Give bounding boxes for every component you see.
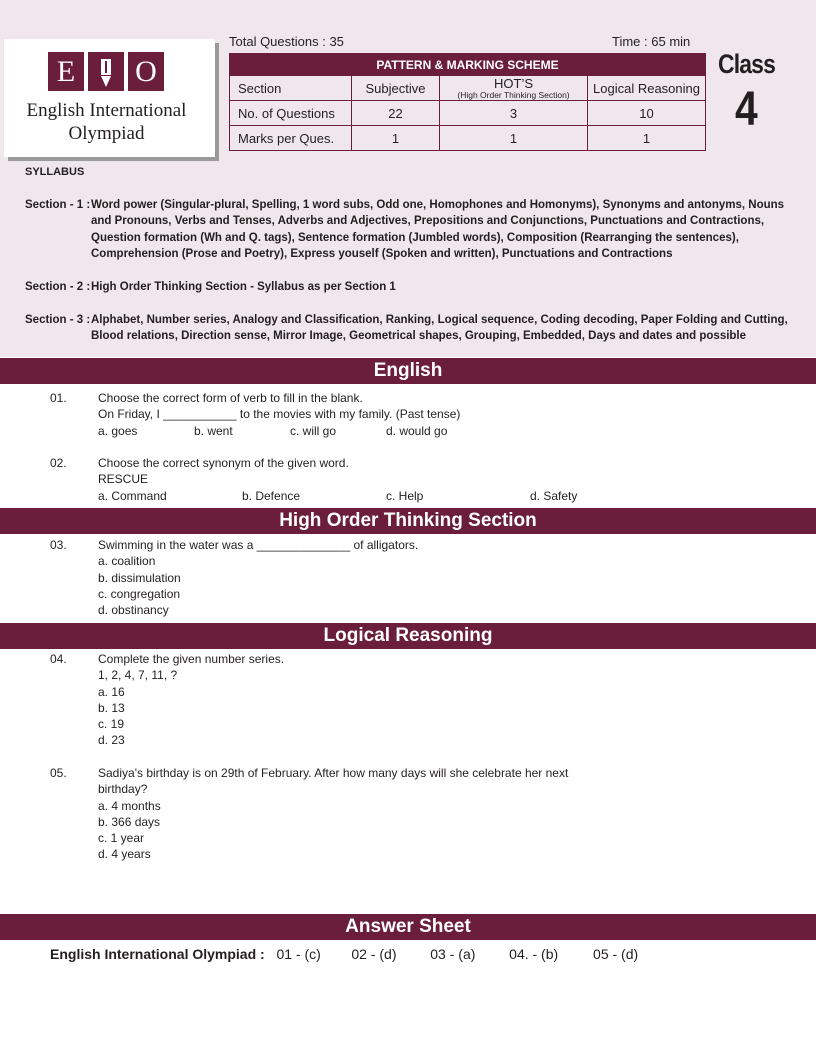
question-02 [0,455,816,507]
logo-letter-o: O [128,52,164,91]
answer-item: 04. - (b) [509,946,559,962]
question-number: 04. [50,652,67,666]
option: b. 13 [98,700,125,715]
syllabus-section-label: Section - 3 : [25,314,91,326]
option: a. Command [98,488,167,503]
answer-item: 03 - (a) [430,946,476,962]
header-hots-label: HOT’S [494,75,533,91]
question-text: 1, 2, 4, 7, 11, ? [98,668,178,683]
option: c. Help [386,488,424,503]
option: a. coalition [98,554,156,569]
eio-logo [4,39,215,157]
question-number: 03. [50,538,67,552]
question-number: 02. [50,456,67,470]
option: c. will go [290,423,337,438]
question-text: birthday? [98,782,148,797]
option: a. 16 [98,684,125,699]
answer-lead: English International Olympiad : [50,946,265,962]
question-01 [0,390,816,442]
syllabus-title: SYLLABUS [25,166,85,178]
answer-line [50,946,638,962]
class-number: 4 [735,83,758,136]
question-text: Complete the given number series. [98,652,285,666]
question-text: Sadiya's birthday is on 29th of February. After how many days will she celebrate her next [98,766,569,780]
table-caption: PATTERN & MARKING SCHEME [230,54,706,76]
option: c. 19 [98,717,125,732]
syllabus-section-text: High Order Thinking Section - Syllabus as per Section 1 [91,281,396,293]
logo-name [4,99,209,145]
syllabus-section-label: Section - 1 : [25,199,91,211]
option: b. dissimulation [98,570,181,585]
class-label: Class [718,49,776,79]
question-05 [0,765,816,865]
syllabus-section-label: Section - 2 : [25,281,91,293]
header-section: Section [230,76,352,101]
header-subjective: Subjective [352,76,440,101]
table-row [230,101,706,126]
option: d. 4 years [98,847,151,862]
header-hots-sub: (High Order Thinking Section) [457,89,570,100]
table-cell: 1 [440,126,588,151]
syllabus-section-2 [25,279,795,295]
question-text: Choose the correct synonym of the given word. [98,456,349,470]
option: d. obstinancy [98,603,169,618]
section-heading-answer-sheet: Answer Sheet [0,914,816,940]
table-cell: 22 [352,101,440,126]
table-cell: 1 [588,126,706,151]
option: b. Defence [242,488,301,503]
pen-nib-icon [88,52,124,91]
option: a. goes [98,423,138,438]
logo-letter-i [99,52,113,91]
syllabus-section-text: Alphabet, Number series, Analogy and Classification, Ranking, Logical sequence, Coding decoding, Paper Folding and Cutting, Blood relations, Direction sense, Mirror Image, Geometrical shapes, Grouping, Embedded, Days and dates and possible [91,314,788,343]
option: b. 366 days [98,814,161,829]
table-row [230,126,706,151]
question-text: On Friday, I ___________ to the movies with my family. (Past tense) [98,407,461,422]
option: a. 4 months [98,798,161,813]
syllabus-section-3 [25,312,795,345]
option: d. would go [386,423,448,438]
syllabus-section-text: Word power (Singular-plural, Spelling, 1 word subs, Odd one, Homophones and Homonyms), Synonyms and antonyms, Nouns and Pronouns, Verbs and Tenses, Adverbs and Adjectives, Prepositions and Conjunctions, Punctuations and Contractions, Question formation (Wh and Q. tags), Sentence formation (Jumbled words), Composition (Rearranging the sentences), Comprehension (Prose and Poetry), Express youself (Spoken and written), Punctuations and Contractions [91,199,785,260]
section-heading-logical: Logical Reasoning [0,623,816,649]
table-cell: 10 [588,101,706,126]
logo-letters [48,52,164,91]
total-questions: Total Questions : 35 [229,34,344,49]
question-number: 05. [50,766,67,780]
answer-item: 02 - (d) [351,946,397,962]
header-hots [440,76,588,101]
question-text: Swimming in the water was a ______________ of alligators. [98,538,419,552]
exam-time: Time : 65 min [612,34,691,49]
table-cell: 3 [440,101,588,126]
answer-item: 01 - (c) [276,946,321,962]
option: d. 23 [98,733,125,748]
question-number: 01. [50,391,67,405]
header-logical: Logical Reasoning [588,76,706,101]
option: c. 1 year [98,831,145,846]
question-04 [0,651,816,751]
question-text: RESCUE [98,472,149,487]
syllabus-section-1 [25,197,795,262]
section-heading-english: English [0,358,816,384]
marking-scheme-table [229,53,706,151]
logo-name-line1: English International [26,100,187,121]
option: d. Safety [530,488,578,503]
table-header-row [230,76,706,101]
option: b. went [194,423,233,438]
logo-name-line2: Olympiad [68,123,145,144]
row-label: No. of Questions [230,101,352,126]
option: c. congregation [98,586,181,601]
question-text: Choose the correct form of verb to fill in the blank. [98,391,363,405]
answer-item: 05 - (d) [593,946,639,962]
question-03 [0,537,816,621]
logo-letter-e: E [48,52,84,91]
row-label: Marks per Ques. [230,126,352,151]
table-cell: 1 [352,126,440,151]
section-heading-hots: High Order Thinking Section [0,508,816,534]
